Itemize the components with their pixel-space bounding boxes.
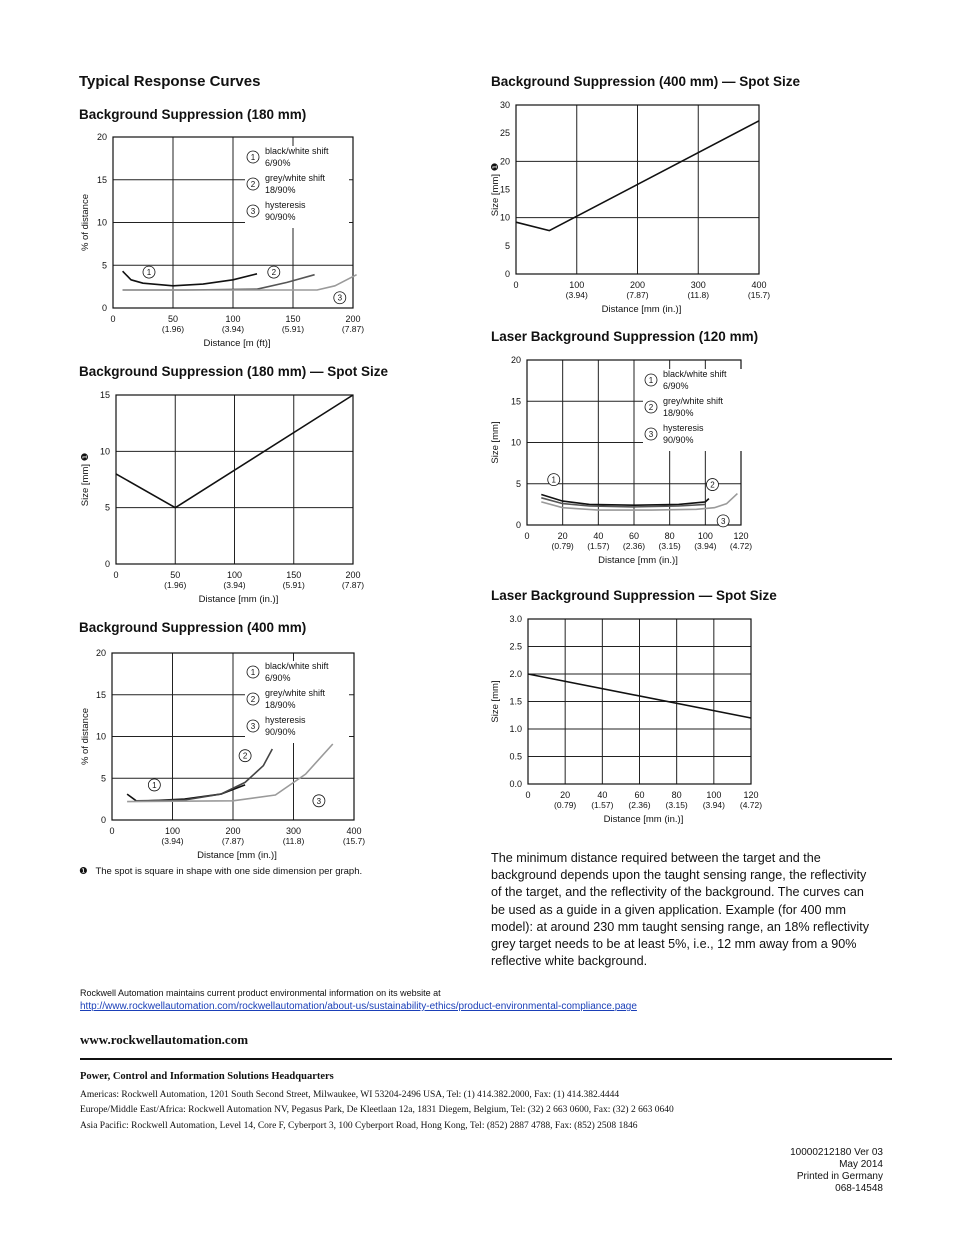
publication-info [790, 1147, 883, 1195]
x-tick-sublabel: (5.91) [282, 580, 305, 590]
x-axis-label: Distance [m (ft)] [203, 338, 271, 349]
y-axis-label: % of distance [80, 193, 91, 252]
legend-marker-number: 1 [250, 668, 256, 677]
legend-label-sub: 6/90% [265, 673, 291, 683]
x-tick-label: 40 [593, 531, 604, 541]
curve-marker-number: 1 [551, 475, 556, 485]
legend-label-sub: 18/90% [663, 408, 694, 418]
printed-location: Printed in Germany [796, 1171, 883, 1182]
x-tick-label: 200 [629, 280, 646, 290]
x-tick-sublabel: (0.79) [551, 541, 574, 551]
x-axis-label: Distance [mm (in.)] [197, 850, 277, 861]
x-tick-sublabel: (2.36) [622, 541, 646, 551]
x-tick-sublabel: (7.87) [626, 290, 649, 300]
x-tick-sublabel: (3.94) [221, 324, 245, 334]
x-tick-label: 300 [690, 280, 706, 290]
y-axis-label: Size [mm] ❶ [490, 162, 501, 217]
x-tick-sublabel: (1.57) [587, 541, 610, 551]
x-tick-label: 150 [286, 570, 302, 580]
x-tick-sublabel: (3.94) [565, 290, 588, 300]
x-tick-label: 0 [110, 314, 116, 324]
legend-marker-number: 2 [250, 695, 256, 704]
y-tick-label: 0 [515, 520, 521, 530]
legend-marker-number: 2 [250, 180, 256, 189]
legend-marker-number: 1 [648, 376, 654, 385]
y-tick-label: 5 [515, 478, 521, 489]
curve-marker-number: 3 [720, 516, 726, 526]
y-tick-label: 5 [101, 260, 107, 271]
y-tick-label: 20 [95, 648, 106, 658]
y-tick-label: 2.0 [509, 669, 522, 679]
y-tick-label: 0 [100, 815, 106, 825]
headquarters-title: Power, Control and Information Solutions Headquarters [80, 1071, 334, 1082]
y-tick-label: 25 [499, 128, 510, 139]
y-tick-label: 10 [95, 731, 106, 742]
x-tick-label: 40 [597, 790, 608, 800]
x-tick-sublabel: (7.87) [341, 580, 365, 590]
x-tick-label: 0 [513, 280, 519, 290]
y-tick-label: 15 [99, 390, 110, 400]
document-number: 10000212180 Ver 03 [790, 1147, 883, 1158]
y-tick-label: 0.5 [509, 751, 522, 762]
chart-title-bgs-180-spot: Background Suppression (180 mm) — Spot Size [79, 364, 389, 379]
x-tick-sublabel: (11.8) [687, 290, 710, 300]
footnote-symbol: ❶ [79, 866, 88, 877]
legend-label: black/white shift [265, 661, 329, 671]
spot-footnote [79, 866, 362, 877]
legend-label: grey/white shift [663, 396, 724, 406]
curve-marker-number: 3 [316, 796, 322, 806]
curve-marker-number: 3 [337, 293, 343, 303]
x-tick-sublabel: (0.79) [554, 800, 577, 810]
legend-label-sub: 90/90% [265, 212, 296, 222]
chart-title-bgs-400-spot: Background Suppression (400 mm) — Spot Size [491, 74, 801, 89]
y-tick-label: 5 [504, 240, 510, 251]
y-tick-label: 20 [510, 355, 521, 365]
x-tick-label: 100 [706, 790, 722, 800]
x-axis-label: Distance [mm (in.)] [603, 814, 684, 825]
y-tick-label: 15 [95, 689, 106, 700]
y-tick-label: 0 [104, 559, 110, 569]
legend-marker-number: 3 [250, 207, 256, 216]
chart-title-bgs-400: Background Suppression (400 mm) [79, 620, 307, 635]
legend-label-sub: 18/90% [265, 700, 296, 710]
curve-marker-number: 2 [710, 480, 715, 490]
x-tick-sublabel: (3.94) [694, 541, 717, 551]
footnote-text: The spot is square in shape with one side dimension per graph. [95, 866, 363, 877]
x-tick-sublabel: (1.96) [164, 580, 187, 590]
legend-marker-number: 1 [250, 153, 256, 162]
x-tick-sublabel: (15.7) [342, 836, 366, 846]
legend-label: hysteresis [265, 200, 306, 210]
legend-label: black/white shift [663, 369, 727, 379]
x-tick-sublabel: (15.7) [747, 290, 771, 300]
page-heading: Typical Response Curves [79, 73, 261, 90]
x-tick-sublabel: (5.91) [281, 324, 305, 334]
legend-marker-number: 3 [648, 430, 654, 439]
x-axis-label: Distance [mm (in.)] [598, 555, 678, 566]
y-tick-label: 5 [100, 773, 106, 784]
y-axis-label: Size [mm] [490, 680, 501, 723]
chart-title-bgs-180: Background Suppression (180 mm) [79, 107, 307, 122]
x-tick-sublabel: (4.72) [729, 541, 753, 551]
y-tick-label: 3.0 [509, 614, 522, 624]
x-tick-sublabel: (1.96) [161, 324, 185, 334]
y-tick-label: 5 [104, 502, 110, 513]
x-tick-sublabel: (3.94) [161, 836, 184, 846]
curve-marker-number: 1 [146, 268, 152, 278]
x-tick-label: 50 [167, 314, 179, 324]
address-apac: Asia Pacific: Rockwell Automation, Level 14, Core F, Cyberport 3, 100 Cyberport Road, Hong Kong, Tel: (852) 2887 4788, Fax: (852) 2508 1846 [80, 1121, 638, 1131]
y-tick-label: 1.5 [509, 696, 522, 707]
y-tick-label: 0 [504, 269, 510, 279]
chart-title-laser-bgs-120: Laser Background Suppression (120 mm) [491, 329, 759, 344]
legend-label: hysteresis [663, 423, 704, 433]
x-tick-label: 0 [524, 531, 530, 541]
x-tick-sublabel: (11.8) [282, 836, 305, 846]
curve-marker-number: 2 [242, 751, 248, 761]
x-tick-label: 400 [346, 826, 362, 836]
y-tick-label: 10 [510, 437, 521, 448]
x-tick-label: 150 [285, 314, 301, 324]
x-tick-label: 200 [345, 570, 361, 580]
address-emea: Europe/Middle East/Africa: Rockwell Automation NV, Pegasus Park, De Kleetlaan 12a, 1831 Diegem, Belgium, Tel: (32) 2 663 0600, Fax: (32) 2 663 0640 [80, 1105, 674, 1115]
x-tick-sublabel: (7.87) [341, 324, 365, 334]
legend-label: grey/white shift [265, 173, 326, 183]
y-axis-label: % of distance [80, 707, 91, 766]
legend-label: grey/white shift [265, 688, 326, 698]
address-americas: Americas: Rockwell Automation, 1201 South Second Street, Milwaukee, WI 53204-2496 USA, Tel: (1) 414.382.2000, Fax: (1) 414.382.4444 [80, 1090, 620, 1100]
y-axis-label: Size [mm] ❶ [80, 452, 91, 507]
x-axis-label: Distance [mm (in.)] [198, 594, 279, 605]
x-tick-label: 100 [164, 826, 181, 836]
legend-label-sub: 90/90% [663, 435, 694, 445]
legend-label-sub: 90/90% [265, 727, 296, 737]
chart-title-laser-bgs-spot: Laser Background Suppression — Spot Size [491, 588, 777, 603]
y-tick-label: 15 [499, 184, 510, 195]
y-tick-label: 10 [96, 217, 107, 228]
x-tick-label: 0 [113, 570, 119, 580]
x-tick-label: 0 [109, 826, 115, 836]
environmental-note: Rockwell Automation maintains current product environmental information on its website at [80, 988, 441, 998]
x-tick-sublabel: (3.94) [702, 800, 725, 810]
y-tick-label: 0 [101, 303, 107, 313]
x-tick-label: 100 [226, 570, 243, 580]
x-tick-sublabel: (4.72) [739, 800, 763, 810]
curve-marker-number: 2 [271, 268, 277, 278]
x-tick-label: 80 [671, 790, 682, 800]
legend-marker-number: 2 [648, 403, 654, 412]
x-tick-label: 0 [525, 790, 531, 800]
x-tick-sublabel: (1.57) [591, 800, 614, 810]
x-tick-label: 400 [751, 280, 767, 290]
x-tick-sublabel: (3.15) [665, 800, 688, 810]
y-tick-label: 30 [499, 100, 510, 110]
legend-label-sub: 6/90% [265, 158, 291, 168]
y-tick-label: 10 [99, 446, 110, 457]
y-tick-label: 10 [499, 212, 510, 223]
y-tick-label: 15 [510, 396, 521, 407]
x-tick-label: 120 [733, 531, 749, 541]
x-tick-label: 100 [697, 531, 713, 541]
y-tick-label: 15 [96, 174, 107, 185]
x-tick-label: 100 [569, 280, 585, 290]
legend-label-sub: 6/90% [663, 381, 689, 391]
curve-marker-number: 1 [152, 780, 157, 790]
legend-label: black/white shift [265, 146, 329, 156]
x-tick-label: 300 [285, 826, 302, 836]
y-tick-label: 20 [499, 156, 510, 167]
y-tick-label: 20 [96, 132, 107, 142]
x-tick-sublabel: (3.15) [658, 541, 681, 551]
y-tick-label: 0.0 [509, 779, 522, 789]
legend-label: hysteresis [265, 715, 306, 725]
y-tick-label: 1.0 [509, 724, 522, 734]
x-tick-label: 80 [664, 531, 675, 541]
x-tick-label: 200 [225, 826, 241, 836]
application-paragraph: The minimum distance required between the target and the background depends upon the taught sensing range, the reflectivity of the target, and the reflectivity of the background. The curves can be used as a guide in a given application. Example (for 400 mm model): at around 230 mm taught sensing range, an 18% reflectivity grey target needs to be at least 5%, i.e., 12 mm away from a 90% reflective white background. [491, 851, 870, 969]
x-tick-label: 60 [628, 531, 640, 541]
x-tick-label: 60 [634, 790, 645, 800]
x-tick-label: 20 [557, 531, 568, 541]
x-axis-label: Distance [mm (in.)] [601, 304, 682, 315]
publication-date: May 2014 [839, 1159, 883, 1170]
website-url[interactable]: www.rockwellautomation.com [80, 1032, 249, 1047]
environmental-compliance-link[interactable]: http://www.rockwellautomation.com/rockwellautomation/about-us/sustainability-ethics/product-environmental-compliance.page [80, 1001, 637, 1012]
x-tick-sublabel: (7.87) [221, 836, 245, 846]
publication-number: 068-14548 [835, 1183, 883, 1194]
x-tick-label: 50 [170, 570, 181, 580]
legend-label-sub: 18/90% [265, 185, 296, 195]
footer-divider [80, 1058, 892, 1060]
x-tick-label: 200 [345, 314, 361, 324]
legend-marker-number: 3 [250, 722, 256, 731]
y-axis-label: Size [mm] [490, 421, 501, 464]
x-tick-sublabel: (3.94) [223, 580, 246, 590]
y-tick-label: 2.5 [509, 641, 522, 652]
x-tick-label: 100 [225, 314, 241, 324]
x-tick-sublabel: (2.36) [628, 800, 651, 810]
x-tick-label: 120 [743, 790, 759, 800]
x-tick-label: 20 [560, 790, 571, 800]
